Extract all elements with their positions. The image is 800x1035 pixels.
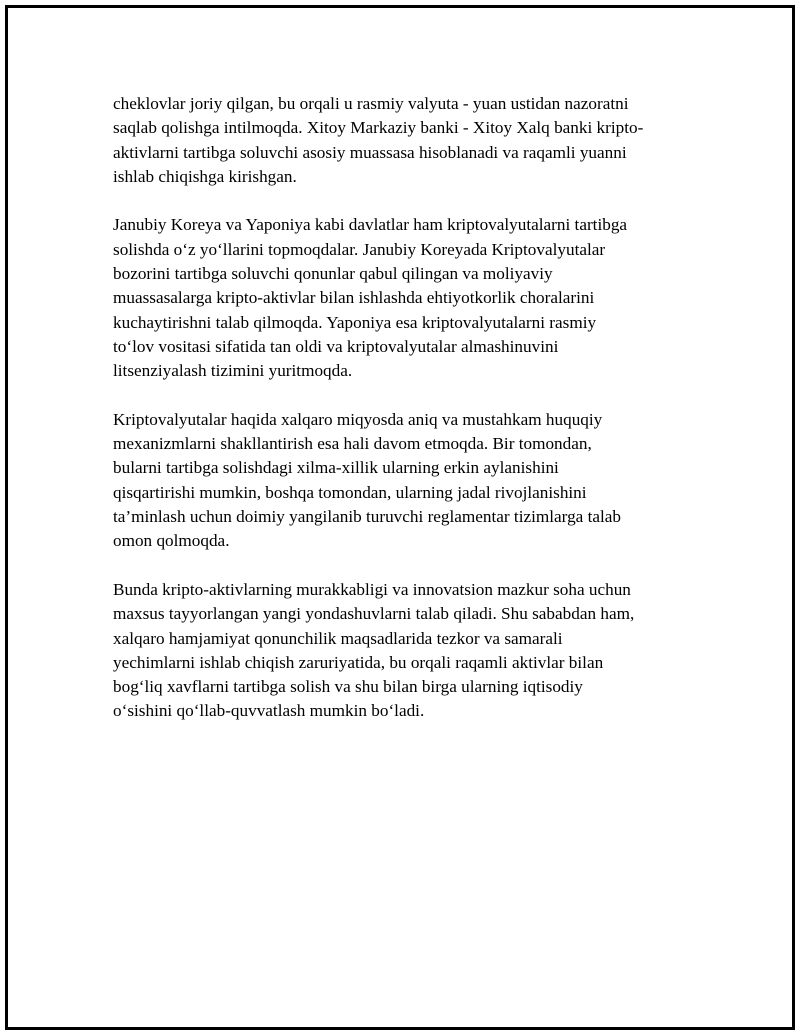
- text-line: kuchaytirishni talab qilmoqda. Yaponiya esa kriptovalyutalarni rasmiy: [113, 312, 597, 332]
- text-line: ta’minlash uchun doimiy yangilanib turuvchi reglamentar tizimlarga talab: [113, 507, 621, 527]
- text-line: xalqaro hamjamiyat qonunchilik maqsadlarida tezkor va samarali: [113, 628, 563, 648]
- text-line: bularni tartibga solishdagi xilma-xillik ularning erkin aylanishini: [113, 458, 559, 478]
- document-body: [113, 92, 703, 748]
- text-line: aktivlarni tartibga soluvchi asosiy muassasa hisoblanadi va raqamli yuanni: [113, 142, 627, 162]
- text-line: yechimlarni ishlab chiqish zaruriyatida, bu orqali raqamli aktivlar bilan: [113, 652, 604, 672]
- text-line: muassasalarga kripto-aktivlar bilan ishlashda ehtiyotkorlik choralarini: [113, 288, 595, 308]
- text-line: maxsus tayyorlangan yangi yondashuvlarni talab qiladi. Shu sababdan ham,: [113, 604, 635, 624]
- text-line: o‘sishini qo‘llab-quvvatlash mumkin bo‘ladi.: [113, 701, 425, 721]
- text-line: ishlab chiqishga kirishgan.: [113, 166, 297, 186]
- paragraph-2: [113, 213, 703, 383]
- text-line: to‘lov vositasi sifatida tan oldi va kriptovalyutalar almashinuvini: [113, 336, 559, 356]
- paragraph-4: [113, 578, 703, 724]
- paragraph-3: [113, 408, 703, 554]
- text-line: Bunda kripto-aktivlarning murakkabligi va innovatsion mazkur soha uchun: [113, 579, 631, 599]
- paragraph-1: [113, 92, 703, 189]
- text-line: omon qolmoqda.: [113, 531, 230, 551]
- text-line: qisqartirishi mumkin, boshqa tomondan, ularning jadal rivojlanishini: [113, 482, 587, 502]
- text-line: cheklovlar joriy qilgan, bu orqali u rasmiy valyuta - yuan ustidan nazoratni: [113, 94, 629, 113]
- text-line: mexanizmlarni shakllantirish esa hali davom etmoqda. Bir tomondan,: [113, 434, 592, 454]
- text-line: litsenziyalash tizimini yuritmoqda.: [113, 361, 353, 381]
- text-line: Kriptovalyutalar haqida xalqaro miqyosda aniq va mustahkam huquqiy: [113, 409, 603, 429]
- text-line: bozorini tartibga soluvchi qonunlar qabul qilingan va moliyaviy: [113, 264, 553, 284]
- text-line: solishda o‘z yo‘llarini topmoqdalar. Janubiy Koreyada Kriptovalyutalar: [113, 239, 606, 259]
- text-line: bog‘liq xavflarni tartibga solish va shu bilan birga ularning iqtisodiy: [113, 677, 583, 697]
- text-line: saqlab qolishga intilmoqda. Xitoy Markaziy banki - Xitoy Xalq banki kripto-: [113, 118, 644, 138]
- text-line: Janubiy Koreya va Yaponiya kabi davlatlar ham kriptovalyutalarni tartibga: [113, 215, 628, 235]
